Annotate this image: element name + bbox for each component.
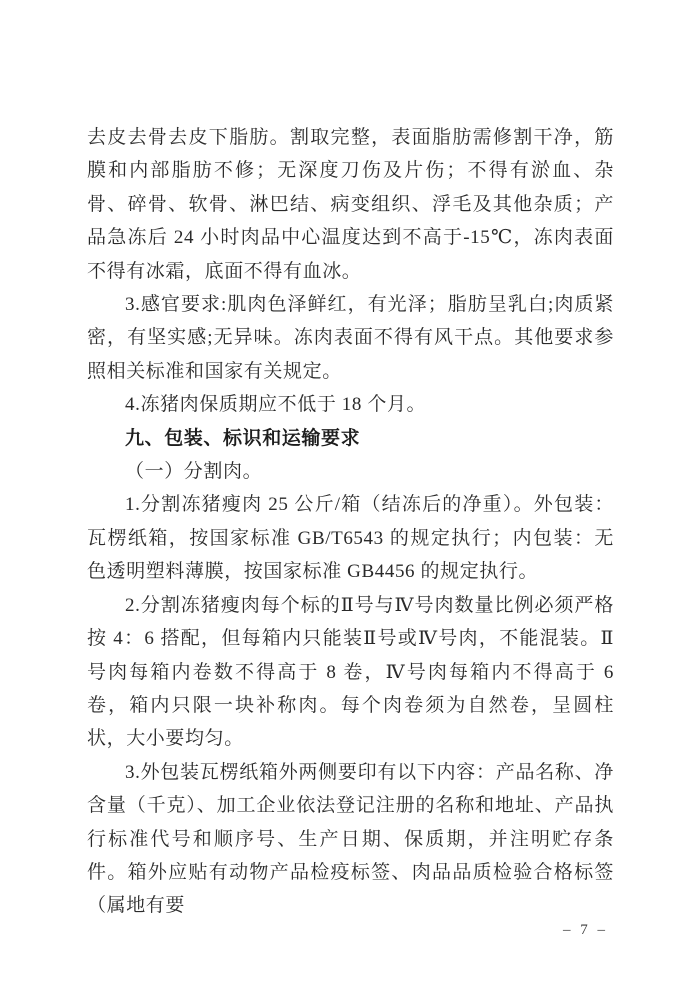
paragraph-shelf-life: 4.冻猪肉保质期应不低于 18 个月。 (125, 394, 427, 416)
text-block (87, 121, 614, 923)
paragraph-continuation: 去皮去骨去皮下脂肪。割取完整，表面脂肪需修割干净，筋膜和内部脂肪不修；无深度刀伤及片伤；不得有淤血、杂骨、碎骨、软骨、淋巴结、病变组织、浮毛及其他杂质；产品急冻后 24 小时肉品中心温度达到不高于-15℃，冻肉表面不得有冰霜，底面不得有血冰。 (87, 127, 614, 282)
paragraph-carton-printing: 3.外包装瓦楞纸箱外两侧要印有以下内容：产品名称、净含量（千克）、加工企业依法登记注册的名称和地址、产品执行标准代号和顺序号、生产日期、保质期，并注明贮存条件。箱外应贴有动物产品检疫标签、肉品品质检验合格标签（属地有要 (87, 761, 614, 917)
paragraph-sensory-requirements: 3.感官要求:肌肉色泽鲜红，有光泽；脂肪呈乳白;肉质紧密，有坚实感;无异味。冻肉表面不得有风干点。其他要求参照相关标准和国家有关规定。 (87, 294, 614, 382)
subsection-heading-cut-meat: （一）分割肉。 (125, 461, 263, 483)
paragraph-ratio-spec: 2.分割冻猪瘦肉每个标的Ⅱ号与Ⅳ号肉数量比例必须严格按 4：6 搭配，但每箱内只能装Ⅱ号或Ⅳ号肉，不能混装。Ⅱ号肉每箱内卷数不得高于 8 卷，Ⅳ号肉每箱内不得高于 6 卷，箱内只限一块补称肉。每个肉卷须为自然卷，呈圆柱状，大小要均匀。 (87, 594, 614, 750)
section-heading-packaging: 九、包装、标识和运输要求 (125, 427, 361, 449)
paragraph-packaging-spec: 1.分割冻猪瘦肉 25 公斤/箱（结冻后的净重）。外包装：瓦楞纸箱，按国家标准 GB/T6543 的规定执行；内包装：无色透明塑料薄膜，按国家标准 GB4456 的规定执行。 (87, 494, 614, 583)
page-number: – 7 – (563, 922, 608, 938)
